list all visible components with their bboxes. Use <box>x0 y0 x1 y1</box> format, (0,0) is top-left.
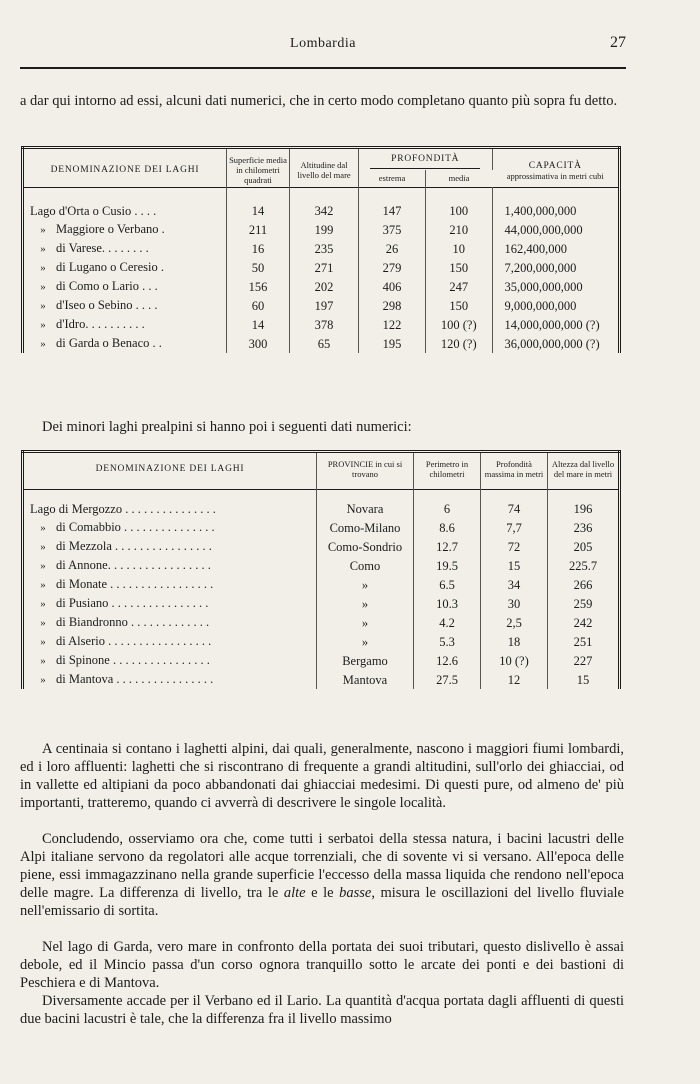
t1-cell-media: 100 <box>426 202 493 220</box>
t2-cell-name <box>23 537 317 556</box>
t1-cell-altitudine: 197 <box>290 296 359 315</box>
t2-cell-name <box>23 500 317 518</box>
table-row <box>23 334 620 353</box>
t2-cell-perimetro: 8.6 <box>414 518 481 537</box>
t2-cell-name <box>23 556 317 575</box>
ditto-mark: » <box>40 522 46 534</box>
t1-header-altitudine: Altitudine dal livello del mare <box>290 148 359 188</box>
t1-cell-capacita: 7,200,000,000 <box>504 260 577 275</box>
t1-cell-media: 120 (?) <box>426 334 493 353</box>
t1-header-profondita-label: PROFONDITÀ <box>391 154 460 164</box>
table-row <box>23 296 620 315</box>
mid-paragraph: Dei minori laghi prealpini si hanno poi i seguenti dati numerici: <box>42 419 412 435</box>
t2-cell-provincie: » <box>317 594 414 613</box>
page-number: 27 <box>610 34 626 51</box>
table-row <box>23 632 620 651</box>
t2-cell-profondita: 30 <box>481 594 548 613</box>
t2-cell-profondita: 2,5 <box>481 613 548 632</box>
table-row <box>23 518 620 537</box>
t1-lake-name: di Varese. . . . . . . . <box>56 241 149 255</box>
t1-lake-name: d'Iseo o Sebino . . . . <box>56 298 158 312</box>
t2-cell-provincie: » <box>317 575 414 594</box>
t2-cell-altezza: 259 <box>573 596 593 611</box>
t1-cell-altitudine: 65 <box>290 334 359 353</box>
t2-cell-altezza: 225.7 <box>568 558 598 573</box>
paragraph-garda: Nel lago di Garda, vero mare in confronto della portata dei suoi tributari, questo dislivello è assai debole, ed il Mincio passa d'un corso ognora tranquillo sotto le arcate dei ponti e dei bastioni di Peschiera e di Mantova. <box>20 939 624 991</box>
t1-cell-superficie: 14 <box>227 202 290 220</box>
t2-header-profondita: Profondità massima in metri <box>481 452 548 490</box>
t1-cell-capacita: 9,000,000,000 <box>504 298 577 313</box>
t1-cell-altitudine: 271 <box>290 258 359 277</box>
ditto-mark: » <box>40 262 46 274</box>
t1-cell-estrema: 406 <box>359 277 426 296</box>
t2-lake-name: di Comabbio . . . . . . . . . . . . . . . <box>56 520 215 534</box>
t1-cell-estrema: 147 <box>359 202 426 220</box>
table-row <box>23 315 620 334</box>
t1-cell-estrema: 279 <box>359 258 426 277</box>
t1-cell-estrema: 26 <box>359 239 426 258</box>
lakes-table-major <box>21 146 621 353</box>
t1-header-estrema: estrema <box>359 170 426 188</box>
ditto-mark: » <box>40 541 46 553</box>
table-row <box>23 670 620 689</box>
ditto-mark: » <box>40 655 46 667</box>
t2-cell-altezza: 266 <box>573 577 593 592</box>
t2-lake-name: di Mantova . . . . . . . . . . . . . . . . <box>56 672 214 686</box>
t1-cell-media: 100 (?) <box>426 315 493 334</box>
t1-cell-media: 247 <box>426 277 493 296</box>
t2-cell-profondita: 18 <box>481 632 548 651</box>
t2-cell-provincie: Como <box>317 556 414 575</box>
t1-lake-name: di Garda o Benaco . . <box>56 336 162 350</box>
t2-lake-name: di Annone. . . . . . . . . . . . . . . . . <box>56 558 211 572</box>
ditto-mark: » <box>40 281 46 293</box>
p2-text-c: , misura le oscillazioni del livello fluviale nell'emissario di sortita. <box>20 885 624 919</box>
t1-header-capacita <box>492 148 620 188</box>
t1-cell-name <box>23 239 227 258</box>
t2-cell-altezza: 242 <box>573 615 593 630</box>
t2-cell-altezza: 15 <box>576 672 590 687</box>
ditto-mark: » <box>40 598 46 610</box>
table-row <box>23 202 620 220</box>
table-row <box>23 220 620 239</box>
table-row <box>23 500 620 518</box>
t2-cell-provincie: Bergamo <box>317 651 414 670</box>
t1-cell-capacita: 35,000,000,000 <box>504 279 583 294</box>
t2-cell-name <box>23 613 317 632</box>
t1-header-capacita-sub: approssimativa in metri cubi <box>506 170 604 181</box>
t1-header-media: media <box>448 173 470 183</box>
t2-cell-altezza: 227 <box>573 653 593 668</box>
t2-header-perimetro: Perimetro in chilometri <box>414 452 481 490</box>
t1-cell-altitudine: 199 <box>290 220 359 239</box>
t1-cell-estrema: 195 <box>359 334 426 353</box>
t2-cell-name <box>23 651 317 670</box>
ditto-mark: » <box>40 560 46 572</box>
t2-cell-provincie: » <box>317 632 414 651</box>
t2-lake-name: Lago di Mergozzo . . . . . . . . . . . . . . . <box>30 502 216 516</box>
t1-cell-superficie: 50 <box>227 258 290 277</box>
p2-italic-basse: basse <box>339 885 372 901</box>
ditto-mark: » <box>40 338 46 350</box>
t1-cell-media: 150 <box>426 296 493 315</box>
ditto-mark: » <box>40 617 46 629</box>
t1-cell-estrema: 298 <box>359 296 426 315</box>
t2-cell-perimetro: 12.7 <box>414 537 481 556</box>
t1-cell-capacita: 1,400,000,000 <box>504 204 577 218</box>
page-header <box>20 36 626 56</box>
table-row <box>23 594 620 613</box>
t1-cell-altitudine: 235 <box>290 239 359 258</box>
t1-cell-name <box>23 258 227 277</box>
t2-cell-profondita: 72 <box>481 537 548 556</box>
paragraph-laghetti: A centinaia si contano i laghetti alpini, dai quali, generalmente, nascono i maggiori fiumi lombardi, ed i loro affluenti: laghetti che si riscontrano di frequente a grandi altitudini, sull'orlo dei ghiacciai, od in vallette ed altipiani da poco abbandonati dai ghiacciai medesimi. Di questi pure, od almeno de' più importanti, tratteremo, quando ci avverrà di descrivere le singole località. <box>20 741 624 811</box>
t2-lake-name: di Mezzola . . . . . . . . . . . . . . . . <box>56 539 212 553</box>
ditto-mark: » <box>40 224 46 236</box>
t2-cell-perimetro: 4.2 <box>414 613 481 632</box>
t2-lake-name: di Alserio . . . . . . . . . . . . . . . . . <box>56 634 212 648</box>
t2-cell-name <box>23 670 317 689</box>
t1-header-name: DENOMINAZIONE DEI LAGHI <box>23 148 227 188</box>
t2-cell-name <box>23 594 317 613</box>
p2-text-a: Concludendo, osserviamo ora che, come tutti i serbatoi della stessa natura, i bacini lacustri delle Alpi italiane servono da regolatori alle acque torrenziali, che di sovente vi si versano. All'epoca delle piene, essi immagazzinano nella grande superficie l'eccesso della massa liquida che rendono nell'epoca delle magre. La differenza di livello, tra le <box>20 831 624 901</box>
t1-cell-name <box>23 315 227 334</box>
t1-lake-name: di Lugano o Ceresio . <box>56 260 164 274</box>
t1-cell-altitudine: 202 <box>290 277 359 296</box>
header-rule <box>20 67 626 69</box>
t2-cell-name <box>23 518 317 537</box>
t2-cell-provincie: Como-Sondrio <box>317 537 414 556</box>
table-row <box>23 613 620 632</box>
table-row <box>23 277 620 296</box>
t2-cell-name <box>23 632 317 651</box>
t1-lake-name: d'Idro. . . . . . . . . . <box>56 317 145 331</box>
ditto-mark: » <box>40 319 46 331</box>
t1-header-profondita <box>359 148 493 171</box>
t2-lake-name: di Monate . . . . . . . . . . . . . . . . . <box>56 577 214 591</box>
paragraph-concludendo <box>20 830 624 920</box>
t1-cell-name <box>23 296 227 315</box>
t1-cell-superficie: 211 <box>227 220 290 239</box>
t1-cell-estrema: 122 <box>359 315 426 334</box>
t2-cell-perimetro: 19.5 <box>414 556 481 575</box>
t2-cell-perimetro: 6 <box>414 500 481 518</box>
table-row <box>23 556 620 575</box>
t2-cell-perimetro: 10.3 <box>414 594 481 613</box>
t2-cell-altezza: 205 <box>573 539 593 554</box>
t2-cell-name <box>23 575 317 594</box>
t1-cell-superficie: 300 <box>227 334 290 353</box>
lakes-table-minor <box>21 450 621 689</box>
p2-italic-alte: alte <box>283 885 306 901</box>
ditto-mark: » <box>40 243 46 255</box>
t1-header-superficie: Superficie media in chilometri quadrati <box>227 148 290 188</box>
t1-cell-altitudine: 378 <box>290 315 359 334</box>
t2-cell-profondita: 15 <box>481 556 548 575</box>
t2-cell-provincie: Como-Milano <box>317 518 414 537</box>
t2-cell-provincie: Novara <box>317 500 414 518</box>
table-row <box>23 651 620 670</box>
t1-cell-superficie: 156 <box>227 277 290 296</box>
t2-cell-profondita: 34 <box>481 575 548 594</box>
t1-cell-media: 150 <box>426 258 493 277</box>
t1-cell-altitudine: 342 <box>290 202 359 220</box>
t2-cell-profondita: 7,7 <box>481 518 548 537</box>
ditto-mark: » <box>40 579 46 591</box>
t2-cell-perimetro: 5.3 <box>414 632 481 651</box>
t1-cell-capacita: 44,000,000,000 <box>504 222 583 237</box>
p2-text-b: e le <box>305 885 340 901</box>
t2-cell-perimetro: 6.5 <box>414 575 481 594</box>
paragraph-verbano: Diversamente accade per il Verbano ed il Lario. La quantità d'acqua portata dagli affluenti di questi due bacini lacustri è tale, che la differenza fra il livello massimo <box>20 993 624 1027</box>
t2-header-altezza: Altezza dal livello del mare in metri <box>551 459 615 479</box>
t2-cell-altezza: 251 <box>573 634 593 649</box>
t2-cell-altezza: 236 <box>573 520 593 535</box>
t1-cell-capacita: 36,000,000,000 (?) <box>504 336 600 351</box>
t1-cell-estrema: 375 <box>359 220 426 239</box>
t1-cell-superficie: 16 <box>227 239 290 258</box>
table-row <box>23 258 620 277</box>
t2-cell-profondita: 10 (?) <box>481 651 548 670</box>
ditto-mark: » <box>40 636 46 648</box>
table-row <box>23 239 620 258</box>
t2-cell-perimetro: 27.5 <box>414 670 481 689</box>
t2-lake-name: di Pusiano . . . . . . . . . . . . . . . . <box>56 596 209 610</box>
t1-cell-superficie: 14 <box>227 315 290 334</box>
ditto-mark: » <box>40 300 46 312</box>
t2-cell-profondita: 74 <box>481 500 548 518</box>
t2-cell-provincie: » <box>317 613 414 632</box>
t1-header-capacita-title: CAPACITÀ <box>528 160 582 171</box>
t1-lake-name: di Como o Lario . . . <box>56 279 158 293</box>
running-title: Lombardia <box>290 36 356 51</box>
t2-cell-perimetro: 12.6 <box>414 651 481 670</box>
t1-cell-media: 10 <box>426 239 493 258</box>
t1-cell-name <box>23 334 227 353</box>
table-row <box>23 575 620 594</box>
table-row <box>23 537 620 556</box>
t1-cell-capacita: 162,400,000 <box>504 241 567 256</box>
t2-cell-altezza: 196 <box>573 502 593 516</box>
t1-cell-media: 210 <box>426 220 493 239</box>
ditto-mark: » <box>40 674 46 686</box>
brace-line <box>370 168 480 169</box>
t2-header-name: DENOMINAZIONE DEI LAGHI <box>23 452 317 490</box>
t1-cell-name <box>23 220 227 239</box>
t1-cell-name <box>23 202 227 220</box>
t2-header-provincie: PROVINCIE in cui si trovano <box>317 452 414 490</box>
t2-cell-provincie: Mantova <box>317 670 414 689</box>
t1-lake-name: Lago d'Orta o Cusio . . . . <box>30 204 157 218</box>
t2-lake-name: di Biandronno . . . . . . . . . . . . . <box>56 615 210 629</box>
t1-cell-superficie: 60 <box>227 296 290 315</box>
intro-paragraph: a dar qui intorno ad essi, alcuni dati numerici, che in certo modo completano quanto più sopra fu detto. <box>20 93 618 109</box>
t1-cell-name <box>23 277 227 296</box>
t2-lake-name: di Spinone . . . . . . . . . . . . . . . . <box>56 653 210 667</box>
t1-cell-capacita: 14,000,000,000 (?) <box>504 317 600 332</box>
t1-lake-name: Maggiore o Verbano . <box>56 222 165 236</box>
t2-cell-profondita: 12 <box>481 670 548 689</box>
